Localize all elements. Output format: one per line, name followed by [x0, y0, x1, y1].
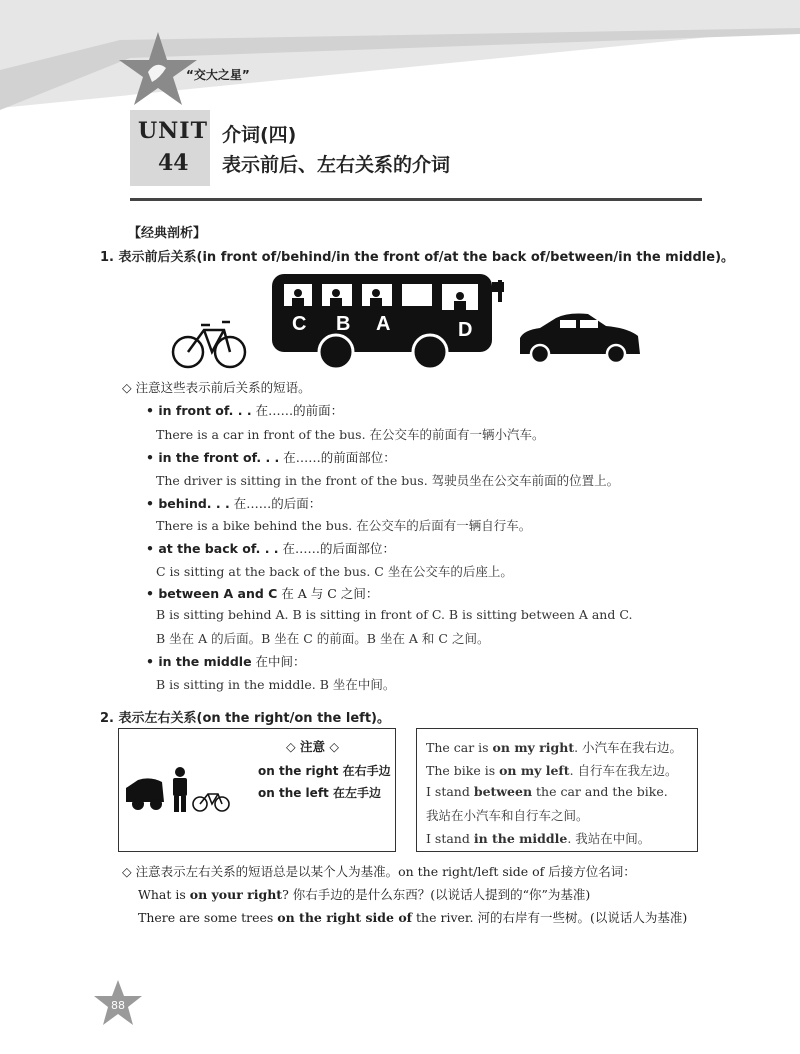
term-label: • in front of. . . [146, 403, 252, 418]
note-box-line: on the right 在右手边 [258, 764, 391, 778]
part1-heading: 1. 表示前后关系(in front of/behind/in the front of/at the back of/between/in the middle)。 [100, 250, 735, 265]
term-meaning: 在……的后面： [233, 496, 322, 511]
example-sentence: B is sitting in the middle. B 坐在中间。 [156, 677, 396, 692]
example-line: The car is on my right. 小汽车在我右边。 [426, 740, 683, 755]
term-meaning: 在 A 与 C 之间： [281, 586, 379, 601]
term-between [146, 584, 378, 602]
term-behind [146, 494, 321, 512]
unit-word: UNIT [138, 118, 208, 144]
term-label: • at the back of. . . [146, 541, 279, 556]
term-meaning: 在……的后面部位： [282, 541, 396, 556]
example-line: The bike is on my left. 自行车在我左边。 [426, 763, 678, 778]
term-in-the-middle [146, 652, 306, 670]
page-number-badge [92, 978, 144, 1030]
bus-label-d: D [458, 319, 473, 341]
term-label: • in the front of. . . [146, 450, 280, 465]
part2-note: ◇ 注意表示左右关系的短语总是以某个人为基准。on the right/left side of 后接方位名词： [122, 864, 636, 879]
page-subtitle: 表示前后、左右关系的介词 [222, 154, 451, 176]
example-line: 我站在小汽车和自行车之间。 [426, 808, 589, 823]
term-meaning: 在……的前面： [255, 403, 344, 418]
term-in-the-front-of [146, 448, 396, 466]
example-sentence: B 坐在 A 的后面。B 坐在 C 的前面。B 坐在 A 和 C 之间。 [156, 631, 490, 646]
term-in-front-of [146, 401, 343, 419]
brand-label: “交大之星” [186, 68, 250, 82]
note-box-line: on the left 在左手边 [258, 786, 381, 800]
bus-illustration [168, 270, 648, 370]
left-right-illustration [124, 766, 234, 814]
example-line: I stand between the car and the bike. [426, 784, 668, 799]
page-number: 88 [111, 999, 125, 1012]
term-label: • behind. . . [146, 496, 230, 511]
term-at-the-back-of [146, 539, 395, 557]
bus-label-b: B [336, 313, 351, 335]
example-sentence: There is a car in front of the bus. 在公交车的前面有一辆小汽车。 [156, 427, 545, 442]
part2-heading: 2. 表示左右关系(on the right/on the left)。 [100, 711, 390, 726]
example-line: I stand in the middle. 我站在中间。 [426, 831, 651, 846]
example-sentence: The driver is sitting in the front of the bus. 驾驶员坐在公交车前面的位置上。 [156, 473, 620, 488]
page-title: 介词(四) [222, 124, 297, 146]
car-icon [520, 314, 640, 364]
part1-note: ◇ 注意这些表示前后关系的短语。 [122, 380, 311, 395]
example-sentence: There is a bike behind the bus. 在公交车的后面有一辆自行车。 [156, 518, 532, 533]
example-sentence: B is sitting behind A. B is sitting in front of C. B is sitting between A and C. [156, 607, 633, 622]
header-divider [130, 198, 702, 201]
bottom-example: There are some trees on the right side of the river. 河的右岸有一些树。(以说话人为基准) [138, 910, 688, 925]
term-label: • in the middle [146, 654, 252, 669]
term-meaning: 在……的前面部位： [283, 450, 396, 465]
car-icon [126, 778, 164, 810]
person-icon [173, 767, 187, 812]
bike-icon [193, 794, 229, 811]
bike-icon [173, 322, 245, 367]
bus-label-c: C [292, 313, 307, 335]
note-box-title: ◇ 注意 ◇ [286, 739, 339, 754]
bottom-example: What is on your right? 你右手边的是什么东西？(以说话人提到的“你”为基准) [138, 887, 591, 902]
bus-label-a: A [376, 313, 391, 335]
header-banner [0, 0, 800, 120]
term-label: • between A and C [146, 586, 278, 601]
term-meaning: 在中间： [255, 654, 306, 669]
example-sentence: C is sitting at the back of the bus. C 坐在公交车的后座上。 [156, 564, 513, 579]
section-tag: 【经典剖析】 [128, 226, 207, 241]
unit-number: 44 [158, 150, 189, 176]
